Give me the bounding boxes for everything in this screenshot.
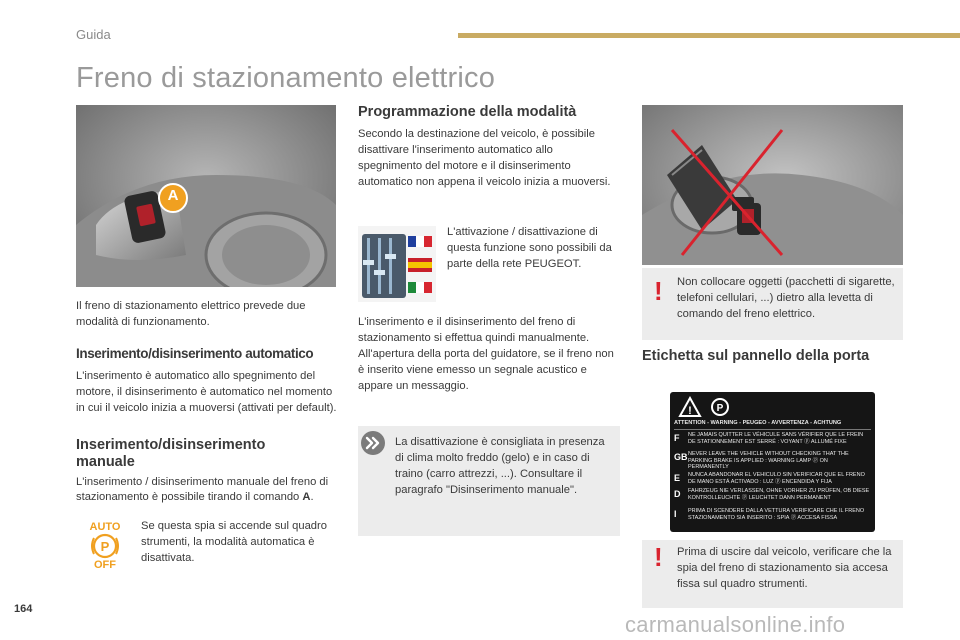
parking-brake-console-image bbox=[76, 105, 336, 287]
programming-paragraph-1: Secondo la destinazione del veicolo, è possibile disattivare l'inserimento automatico allo spegnimento del motore e il disinserimento automatico non appena il veicolo inizia a muoversi. bbox=[358, 128, 611, 188]
exit-vehicle-warning-text: Prima di uscire dal veicolo, verificare che la spia del freno di stazionamento sia accesa fissa sul quadro strumenti. bbox=[677, 546, 892, 590]
label-row-text: NE JAMAIS QUITTER LE VÉHICULE SANS VÉRIFIER QUE LE FREIN DE STATIONNEMENT EST SERRÉ : VOYANT ⓟ ALLUMÉ FIXE bbox=[688, 432, 864, 445]
display-menu-image bbox=[358, 226, 436, 302]
manual-text-control: A bbox=[302, 491, 311, 503]
objects-warning bbox=[642, 268, 903, 340]
label-row-code: D bbox=[674, 489, 681, 499]
watermark: carmanualsonline.info bbox=[625, 612, 846, 637]
cold-weather-note-text: La disattivazione è consigliata in presenza di clima molto freddo (gelo) e in caso di traino (carro attrezzi, ...). Consultare il paragrafo "Disinserimento manuale". bbox=[395, 436, 605, 496]
svg-text:P: P bbox=[716, 403, 724, 414]
page-title: Freno di stazionamento elettrico bbox=[76, 62, 496, 94]
cold-weather-note bbox=[358, 426, 620, 536]
label-row-code: I bbox=[674, 509, 677, 519]
photo-callout-letter: A bbox=[167, 187, 179, 204]
warning-exclamation-icon: ! bbox=[654, 276, 663, 306]
warning-exclamation-icon: ! bbox=[654, 542, 663, 572]
programming-paragraph-2: L'attivazione / disattivazione di questa funzione sono possibili da parte della rete PEUGEOT. bbox=[447, 226, 612, 270]
parking-brake-photo bbox=[76, 105, 336, 287]
manual-mode-paragraph bbox=[76, 475, 338, 505]
auto-off-bottom-label: OFF bbox=[94, 559, 116, 571]
svg-text:P: P bbox=[100, 539, 110, 554]
warning-triangle-parking-icon bbox=[678, 396, 738, 418]
page-number: 164 bbox=[14, 603, 33, 615]
label-icons-row bbox=[678, 396, 868, 418]
programming-heading: Programmazione della modalità bbox=[358, 104, 577, 120]
forbidden-objects-photo bbox=[642, 105, 903, 265]
lamp-paragraph: Se questa spia si accende sul quadro strumenti, la modalità automatica è disattivata. bbox=[141, 520, 327, 564]
crossed-out-console-image bbox=[642, 105, 903, 265]
manual-text: L'inserimento / disinserimento manuale del freno di stazionamento è possibile tirando il comando bbox=[76, 476, 329, 503]
label-row-text: NUNCA ABANDONAR EL VEHICULO SIN VERIFICAR QUE EL FRENO DE MANO ESTÁ ACTIVADO : LUZ ⓟ ENCENDIDA Y FIJA bbox=[688, 472, 865, 485]
auto-off-top-label: AUTO bbox=[89, 521, 121, 533]
label-row-text: PRIMA DI SCENDERE DALLA VETTURA VERIFICARE CHE IL FRENO STAZIONAMENTO SIA INSERITO : SPIA ⓟ ACCESA FISSA bbox=[688, 508, 865, 521]
objects-warning-text: Non collocare oggetti (pacchetti di sigarette, telefoni cellulari, ...) dietro alla levetta di comando del freno elettrico. bbox=[677, 276, 895, 320]
section-tag: Guida bbox=[76, 27, 111, 42]
label-banner: ATTENTION - WARNING - PEUGEO - AVVERTENZA - ACHTUNG bbox=[674, 420, 871, 430]
door-panel-warning-label bbox=[670, 392, 875, 532]
manual-heading-line1: Inserimento/disinserimento bbox=[76, 437, 266, 453]
door-label-heading: Etichetta sul pannello della porta bbox=[642, 348, 870, 364]
intro-paragraph: Il freno di stazionamento elettrico prevede due modalità di funzionamento. bbox=[76, 300, 306, 328]
manual-mode-heading bbox=[76, 437, 338, 471]
settings-display-icon bbox=[358, 226, 436, 302]
label-row-code: F bbox=[674, 433, 680, 443]
auto-off-lamp-icon bbox=[82, 521, 128, 573]
exit-vehicle-warning bbox=[642, 540, 903, 608]
manual-heading-line2: manuale bbox=[76, 454, 135, 470]
auto-mode-heading: Inserimento/disinserimento automatico bbox=[76, 346, 314, 361]
label-row-code: GB bbox=[674, 452, 688, 462]
label-row-code: E bbox=[674, 473, 681, 483]
auto-mode-paragraph: L'inserimento è automatico allo spegnimento del motore, il disinserimento è automatico nel momento in cui il veicolo inizia a muoversi (attivati per default). bbox=[76, 370, 337, 414]
label-row-text: FAHRZEUG NIE VERLASSEN, OHNE VORHER ZU PRÜFEN, OB DIESE KONTROLLEUCHTE ⓟ LEUCHTET DANN PERMANENT bbox=[688, 488, 870, 501]
info-arrows-icon bbox=[361, 431, 385, 455]
header-accent-bar bbox=[458, 33, 960, 38]
parking-p-icon bbox=[90, 533, 120, 559]
label-row-text: NEVER LEAVE THE VEHICLE WITHOUT CHECKING THAT THE PARKING BRAKE IS APPLIED : WARNING LAMP ⓟ ON PERMANENTLY bbox=[688, 451, 849, 470]
svg-text:!: ! bbox=[688, 405, 692, 417]
programming-paragraph-3: L'inserimento e il disinserimento del freno di stazionamento si effettua quindi manualmente. All'apertura della porta del guidatore, se il freno non è inserito viene emesso un segnale acustico e appare un messaggio. bbox=[358, 316, 614, 392]
manual-text-end: . bbox=[310, 491, 314, 503]
